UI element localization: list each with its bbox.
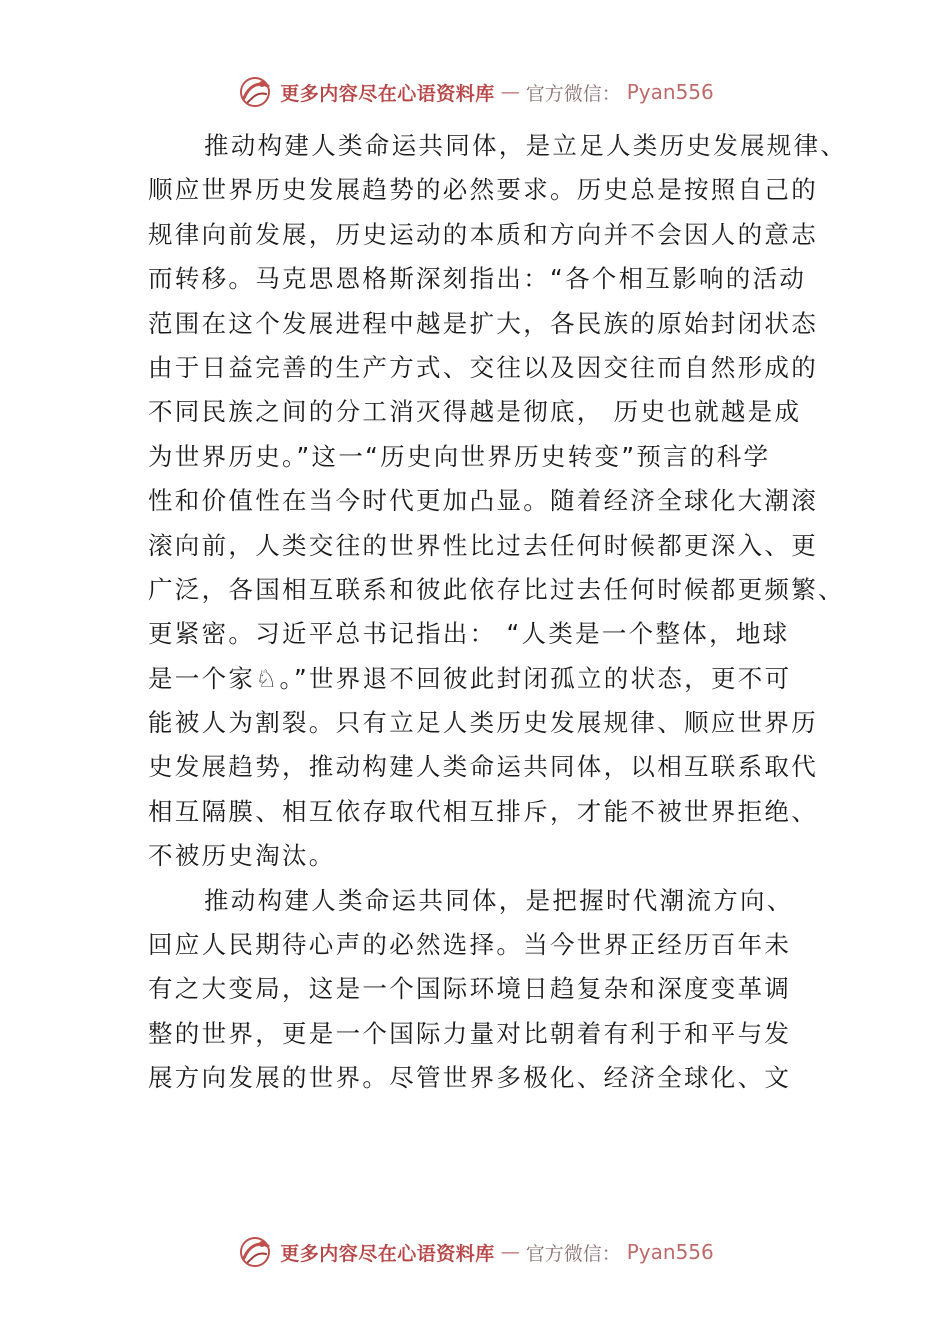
text-line: 不被历史淘汰。 — [148, 841, 336, 871]
text-line: 广泛，各国相互联系和彼此依存比过去任何时候都更频繁、 — [148, 574, 845, 604]
text-line: 推动构建人类命运共同体，是把握时代潮流方向、 — [204, 885, 794, 915]
text-line: 更紧密。习近平总书记指出： “人类是一个整体，地球 — [148, 619, 790, 649]
text-line: 展方向发展的世界。尽管世界多极化、经济全球化、文 — [148, 1063, 792, 1093]
text-line: 为世界历史。”这一“历史向世界历史转变”预言的科学 — [148, 441, 771, 471]
document-body — [148, 124, 848, 1101]
paragraph-1 — [148, 124, 848, 879]
text-line: 规律向前发展，历史运动的本质和方向并不会因人的意志 — [148, 219, 818, 249]
seal-logo-icon — [236, 74, 274, 110]
text-line: 由于日益完善的生产方式、交往以及因交往而自然形成的 — [148, 352, 818, 382]
footer-watermark — [0, 1234, 950, 1270]
paragraph-2 — [148, 879, 838, 1101]
text-line: 回应人民期待心声的必然选择。当今世界正经历百年未 — [148, 930, 792, 960]
text-line: 是一个家♘。”世界退不回彼此封闭孤立的状态，更不可 — [148, 663, 792, 693]
text-line: 能被人为割裂。只有立足人类历史发展规律、顺应世界历 — [148, 708, 818, 738]
text-line: 有之大变局，这是一个国际环境日趋复杂和深度变革调 — [148, 974, 792, 1004]
watermark-main-text: 更多内容尽在心语资料库 — [280, 82, 495, 105]
watermark-official-label: 官方微信： — [525, 1242, 621, 1265]
header-watermark — [0, 74, 950, 110]
text-line: 而转移。马克思恩格斯深刻指出：“各个相互影响的活动 — [148, 264, 807, 294]
watermark-separator: — — [500, 81, 520, 103]
text-line: 性和价值性在当今时代更加凸显。随着经济全球化大潮滚 — [148, 486, 818, 516]
text-line: 整的世界，更是一个国际力量对比朝着有利于和平与发 — [148, 1018, 792, 1048]
watermark-account: Pyan556 — [626, 80, 714, 104]
watermark-official-label: 官方微信： — [525, 82, 621, 105]
text-line: 滚向前，人类交往的世界性比过去任何时候都更深入、更 — [148, 530, 818, 560]
text-line: 不同民族之间的分工消灭得越是彻底， 历史也就越是成 — [148, 397, 802, 427]
seal-logo-icon — [236, 1234, 274, 1270]
text-line: 范围在这个发展进程中越是扩大，各民族的原始封闭状态 — [148, 308, 818, 338]
text-line: 相互隔膜、相互依存取代相互排斥，才能不被世界拒绝、 — [148, 796, 818, 826]
text-line: 史发展趋势，推动构建人类命运共同体，以相互联系取代 — [148, 752, 818, 782]
watermark-main-text: 更多内容尽在心语资料库 — [280, 1242, 495, 1265]
text-line: 顺应世界历史发展趋势的必然要求。历史总是按照自己的 — [148, 175, 818, 205]
watermark-account: Pyan556 — [626, 1240, 714, 1264]
text-line: 推动构建人类命运共同体，是立足人类历史发展规律、 — [204, 131, 848, 160]
watermark-separator: — — [500, 1241, 520, 1263]
